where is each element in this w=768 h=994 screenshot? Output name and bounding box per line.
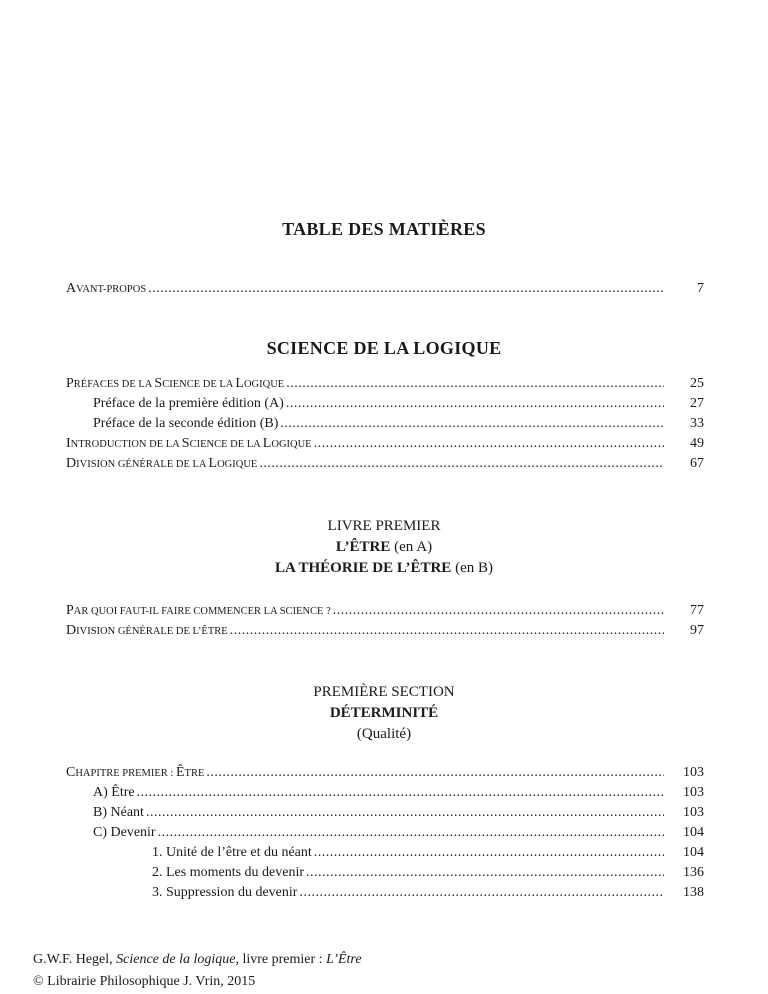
initial: L bbox=[235, 376, 244, 391]
toc-entry bbox=[93, 396, 664, 415]
bold-text: DÉTERMINITÉ bbox=[329, 705, 439, 721]
citation-text: , livre premier : bbox=[235, 952, 327, 967]
initial: I bbox=[66, 436, 71, 451]
book-line-1: LIVRE PREMIER bbox=[327, 518, 441, 534]
book-line-3 bbox=[0, 558, 768, 579]
book-heading bbox=[0, 516, 768, 579]
section-heading bbox=[0, 682, 768, 745]
toc-entry bbox=[66, 376, 664, 395]
section-line-3: (Qualité) bbox=[356, 726, 412, 742]
toc-entry bbox=[93, 416, 664, 435]
toc-entry-label: 1. Unité de l’être et du néant bbox=[152, 845, 312, 860]
toc-page-number: 103 bbox=[683, 765, 704, 780]
page-title: TABLE DES MATIÈRES bbox=[282, 219, 486, 239]
leader-dots bbox=[299, 885, 664, 901]
toc-page-number: 136 bbox=[683, 865, 704, 880]
toc-page-number: 104 bbox=[683, 845, 704, 860]
leader-dots bbox=[148, 281, 664, 297]
toc-entry bbox=[93, 825, 664, 844]
small-caps-text: VANT-PROPOS bbox=[76, 284, 147, 295]
small-caps-text: IVISION GÉNÉRALE DE LA bbox=[76, 459, 209, 470]
leader-dots bbox=[146, 805, 664, 821]
initial: P bbox=[66, 376, 74, 391]
toc-entry-label: 3. Suppression du devenir bbox=[152, 885, 298, 900]
toc-entry-label: Préface de la première édition (A) bbox=[93, 396, 284, 411]
small-caps-text: RÉFACES DE LA bbox=[73, 379, 155, 390]
initial: L bbox=[208, 456, 218, 471]
toc-entry bbox=[152, 845, 664, 864]
leader-dots bbox=[314, 845, 664, 861]
toc-page-number: 103 bbox=[683, 785, 704, 800]
bold-text: LA THÉORIE DE L’ÊTRE bbox=[275, 560, 452, 576]
leader-dots bbox=[259, 456, 664, 472]
toc-entry-label: 2. Les moments du devenir bbox=[152, 865, 305, 880]
toc-page-number: 103 bbox=[683, 805, 704, 820]
toc-page-number: 33 bbox=[690, 416, 704, 431]
toc-page-number: 97 bbox=[690, 623, 704, 638]
citation-author: G.W.F. Hegel, bbox=[33, 952, 117, 967]
initial: S bbox=[154, 376, 163, 391]
leader-dots bbox=[158, 825, 664, 841]
toc-entry-label: Préface de la seconde édition (B) bbox=[93, 416, 279, 431]
toc-page-number: 104 bbox=[683, 825, 704, 840]
leader-dots bbox=[137, 785, 664, 801]
citation-subtitle: L’Être bbox=[326, 952, 362, 967]
toc-entry bbox=[66, 765, 664, 784]
toc-page-number: 7 bbox=[697, 281, 704, 296]
toc-page-number: 138 bbox=[683, 885, 704, 900]
toc-entry bbox=[152, 885, 664, 904]
small-caps-text: CIENCE DE LA bbox=[162, 379, 236, 390]
leader-dots bbox=[230, 623, 664, 639]
toc-page-number: 67 bbox=[690, 456, 704, 471]
toc-entry-label bbox=[66, 765, 204, 781]
toc-page-number: 49 bbox=[690, 436, 704, 451]
toc-entry bbox=[66, 623, 664, 642]
initial: Ê bbox=[175, 765, 185, 780]
small-caps-text: NTRODUCTION DE LA bbox=[70, 439, 182, 450]
plain-text: (en A) bbox=[390, 539, 433, 555]
section-line-2 bbox=[0, 703, 768, 724]
initial: D bbox=[66, 623, 77, 638]
small-caps-text: HAPITRE PREMIER : bbox=[75, 768, 176, 779]
initial: D bbox=[66, 456, 77, 471]
toc-entry bbox=[93, 785, 664, 804]
small-caps-text: OGIQUE bbox=[271, 439, 312, 450]
small-caps-text: CIENCE DE LA bbox=[189, 439, 263, 450]
toc-entry bbox=[152, 865, 664, 884]
small-caps-text: OGIQUE bbox=[217, 459, 258, 470]
small-caps-text: IVISION GÉNÉRALE DE L’ÊTRE bbox=[76, 626, 228, 637]
section-line-1: PREMIÈRE SECTION bbox=[313, 684, 455, 700]
copyright-line: © Librairie Philosophique J. Vrin, 2015 bbox=[33, 974, 256, 989]
toc-entry-label bbox=[66, 623, 228, 639]
small-caps-text: AR QUOI FAUT-IL FAIRE COMMENCER LA SCIENCE ? bbox=[73, 606, 331, 617]
leader-dots bbox=[333, 603, 664, 619]
toc-entry bbox=[66, 456, 664, 475]
toc-entry-label: A) Être bbox=[93, 785, 135, 800]
toc-page-number: 77 bbox=[690, 603, 704, 618]
leader-dots bbox=[206, 765, 664, 781]
citation-line bbox=[33, 952, 362, 968]
bold-text: L’ÊTRE bbox=[335, 539, 391, 555]
plain-text: (en B) bbox=[451, 560, 493, 576]
leader-dots bbox=[286, 376, 664, 392]
book-line-2 bbox=[0, 537, 768, 558]
small-caps-text: TRE bbox=[184, 768, 205, 779]
toc-entry bbox=[93, 805, 664, 824]
leader-dots bbox=[280, 416, 664, 432]
toc-entry bbox=[66, 436, 664, 455]
toc-entry-label bbox=[66, 376, 284, 392]
toc-page-number: 25 bbox=[690, 376, 704, 391]
toc-entry bbox=[66, 603, 664, 622]
toc-entry-label: C) Devenir bbox=[93, 825, 156, 840]
initial: S bbox=[181, 436, 190, 451]
toc-page-number: 27 bbox=[690, 396, 704, 411]
leader-dots bbox=[306, 865, 664, 881]
toc-entry-label bbox=[66, 456, 257, 472]
leader-dots bbox=[286, 396, 664, 412]
initial: L bbox=[262, 436, 272, 451]
initial: P bbox=[66, 603, 74, 618]
toc-entry-label bbox=[66, 603, 331, 619]
leader-dots bbox=[314, 436, 664, 452]
toc-entry-label bbox=[66, 281, 146, 297]
toc-entry-avant-propos bbox=[66, 281, 664, 300]
initial: A bbox=[66, 281, 77, 296]
section-title-science: SCIENCE DE LA LOGIQUE bbox=[266, 338, 502, 358]
citation-title: Science de la logique bbox=[116, 952, 236, 967]
toc-entry-label bbox=[66, 436, 312, 452]
small-caps-text: OGIQUE bbox=[243, 379, 285, 390]
initial: C bbox=[66, 765, 76, 780]
toc-entry-label: B) Néant bbox=[93, 805, 144, 820]
